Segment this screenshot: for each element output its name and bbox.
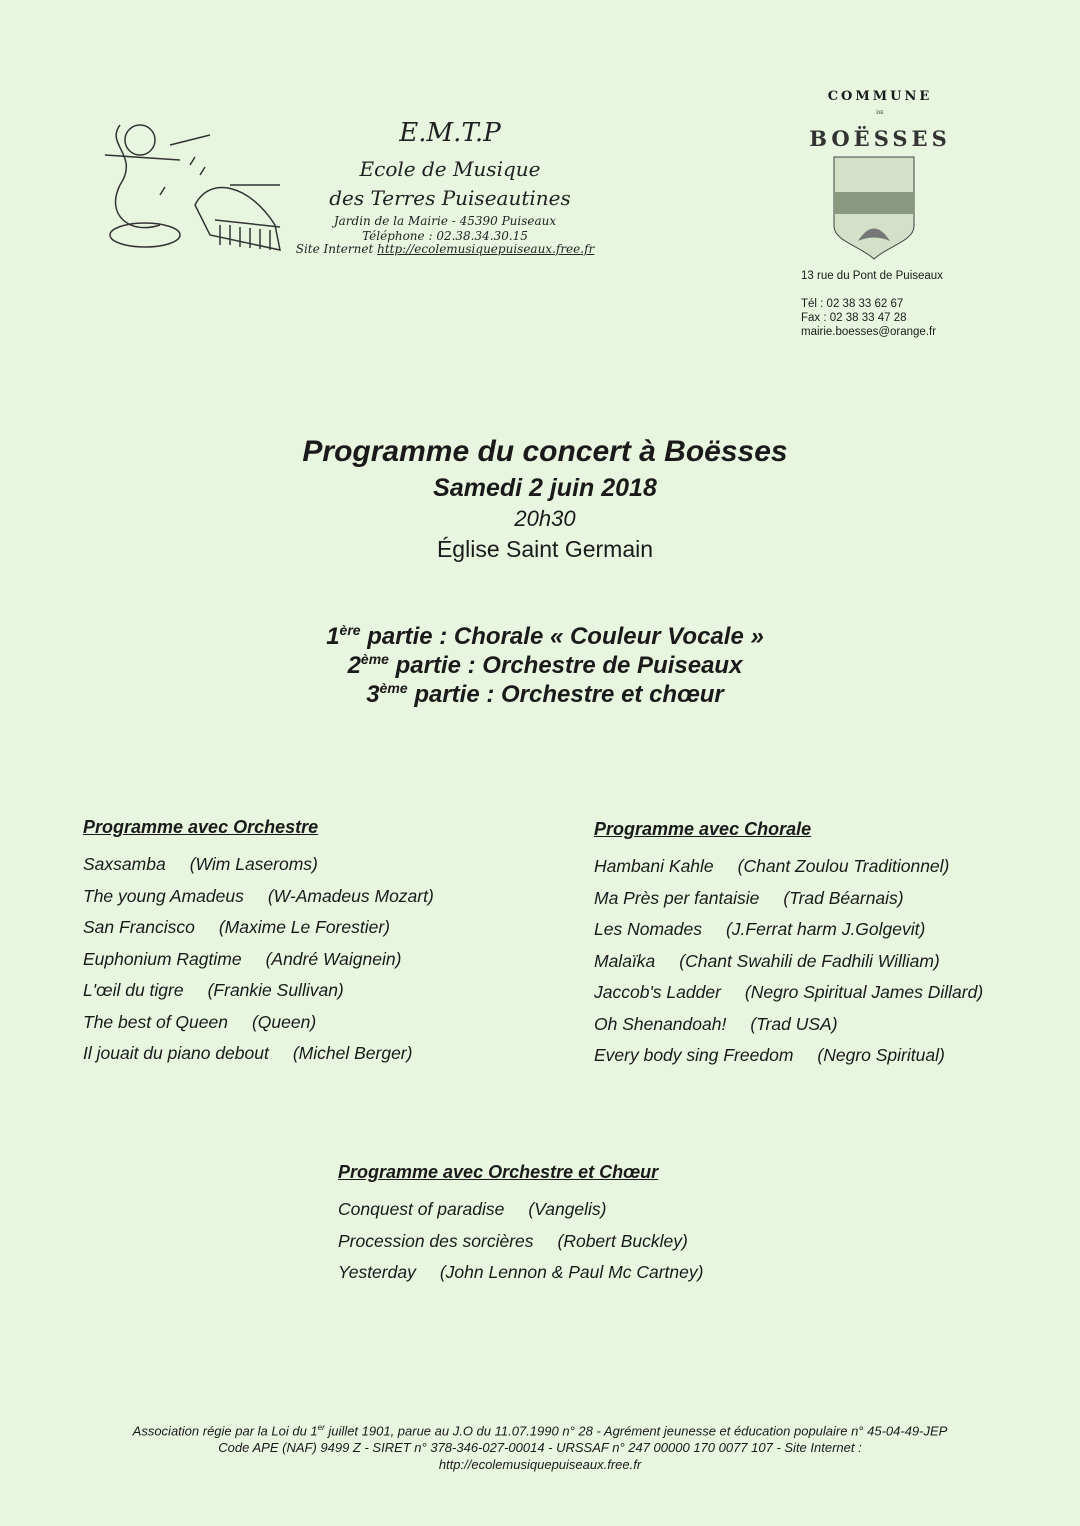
school-address: Jardin de la Mairie - 45390 Puiseaux (333, 214, 557, 228)
piece-composer: (André Waignein) (265, 948, 402, 969)
piece-composer: (Wim Laseroms) (189, 854, 318, 874)
piece-title: The young Amadeus (83, 885, 244, 906)
coat-of-arms (833, 156, 915, 266)
program-item (83, 1012, 434, 1044)
program-item (83, 917, 434, 949)
piece-composer: (Trad USA) (750, 1013, 838, 1034)
commune-fax: Fax : 02 38 33 47 28 (801, 312, 907, 324)
program-item (594, 1045, 983, 1077)
piece-composer: (Chant Swahili de Fadhili William) (679, 950, 940, 971)
piece-title: Hambani Kahle (594, 856, 714, 876)
piece-title: Yesterday (338, 1262, 416, 1282)
program-item (338, 1199, 703, 1231)
program-item (338, 1262, 703, 1294)
program-item (338, 1231, 703, 1263)
piece-title: Procession des sorcières (338, 1230, 534, 1251)
orchestre-program (83, 817, 434, 1075)
piece-title: Euphonium Ragtime (83, 948, 242, 969)
concert-time: 20h30 (514, 506, 576, 531)
program-item (83, 1043, 434, 1075)
program-item (594, 1014, 983, 1046)
commune-label: COMMUNE (827, 89, 933, 104)
piece-composer: (Negro Spiritual James Dillard) (744, 982, 984, 1002)
piece-title: L'œil du tigre (83, 980, 184, 1000)
commune-address: 13 rue du Pont de Puiseaux (801, 270, 943, 282)
part-2: 2ème partie : Orchestre de Puiseaux (347, 651, 743, 679)
school-phone: Téléphone : 02.38.34.30.15 (362, 229, 528, 243)
piece-composer: (Trad Béarnais) (783, 887, 904, 908)
concert-date: Samedi 2 juin 2018 (433, 474, 657, 502)
concert-title: Programme du concert à Boësses (302, 435, 788, 468)
piece-title: Every body sing Freedom (594, 1045, 794, 1065)
school-site-link[interactable]: http://ecolemusiquepuiseaux.free.fr (377, 242, 595, 256)
footer-line-1: Association régie par la Loi du 1er juillet 1901, parue au J.O du 11.07.1990 n° 28 - Agrément jeunesse et éducation populaire n° 45-04-49-JEP (132, 1423, 948, 1439)
piece-composer: (Michel Berger) (292, 1043, 413, 1063)
piece-title: Les Nomades (594, 919, 702, 939)
program-item (594, 856, 983, 888)
piece-composer: (Negro Spiritual) (817, 1045, 945, 1065)
part-1: 1ère partie : Chorale « Couleur Vocale » (326, 622, 764, 650)
part-3: 3ème partie : Orchestre et chœur (366, 680, 724, 708)
piece-composer: (Vangelis) (528, 1199, 607, 1219)
school-name-line2: des Terres Puiseautines (329, 186, 571, 210)
program-item (83, 854, 434, 886)
footer (0, 1419, 1080, 1473)
chorale-program (594, 819, 983, 1077)
footer-line-2: Code APE (NAF) 9499 Z - SIRET n° 378-346-027-00014 - URSSAF n° 247 00000 170 0077 107 - Site Internet : (218, 1440, 862, 1456)
program-item (594, 951, 983, 983)
program-item (594, 888, 983, 920)
choeur-program (338, 1162, 703, 1294)
piece-title: San Francisco (83, 917, 195, 937)
piece-title: Il jouait du piano debout (83, 1043, 269, 1063)
concert-place: Église Saint Germain (436, 536, 654, 562)
piece-composer: (Robert Buckley) (557, 1230, 688, 1251)
section-heading: Programme avec Chorale (594, 819, 812, 839)
section-heading: Programme avec Orchestre (83, 817, 319, 837)
piece-title: Conquest of paradise (338, 1199, 505, 1219)
piece-composer: (Chant Zoulou Traditionnel) (737, 856, 950, 876)
piece-title: Saxsamba (83, 854, 166, 874)
school-name-line1: Ecole de Musique (359, 157, 541, 181)
piece-composer: (Maxime Le Forestier) (218, 917, 391, 937)
piece-title: The best of Queen (83, 1011, 228, 1032)
commune-name: BOËSSES (809, 126, 951, 151)
piece-title: Jaccob's Ladder (594, 982, 721, 1002)
program-item (594, 919, 983, 951)
piece-title: Ma Près per fantaisie (594, 887, 760, 908)
piece-composer: (John Lennon & Paul Mc Cartney) (439, 1262, 704, 1282)
program-item (83, 949, 434, 981)
footer-line-3: http://ecolemusiquepuiseaux.free.fr (438, 1457, 642, 1473)
piece-title: Oh Shenandoah! (594, 1013, 727, 1034)
piece-composer: (J.Ferrat harm J.Golgevit) (725, 919, 926, 939)
school-website (295, 242, 595, 256)
school-logo-illustration (100, 115, 285, 255)
section-heading: Programme avec Orchestre et Chœur (338, 1162, 659, 1182)
program-item (83, 886, 434, 918)
piece-title: Malaïka (594, 950, 656, 971)
program-item (594, 982, 983, 1014)
school-site-label: Site Internet (295, 242, 374, 256)
school-abbr: E.M.T.P (399, 118, 501, 148)
commune-email: mairie.boesses@orange.fr (801, 326, 937, 338)
commune-de: DE (876, 110, 884, 116)
piece-composer: (Frankie Sullivan) (207, 980, 344, 1000)
program-item (83, 980, 434, 1012)
commune-tel: Tél : 02 38 33 62 67 (801, 298, 904, 310)
piece-composer: (W-Amadeus Mozart) (267, 885, 434, 906)
piece-composer: (Queen) (251, 1011, 317, 1032)
